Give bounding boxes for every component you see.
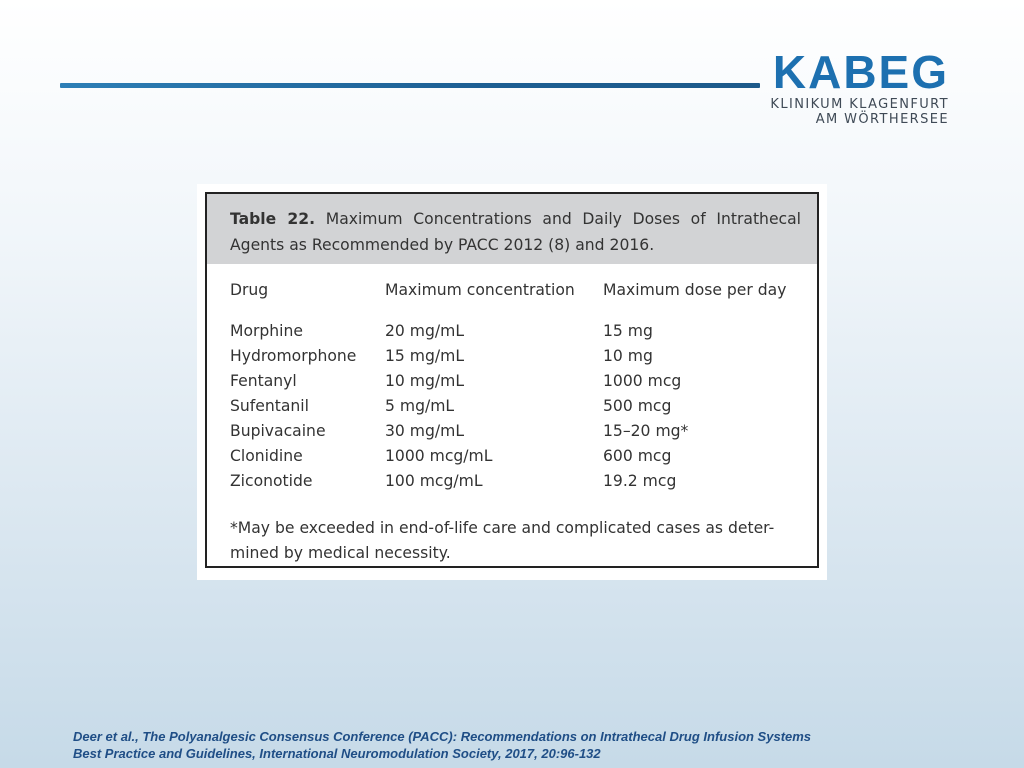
concentration-cell: 100 mcg/mL (385, 472, 483, 490)
drug-cell: Clonidine (230, 447, 303, 465)
drug-cell: Fentanyl (230, 372, 297, 390)
table-row (207, 397, 817, 422)
table-footnote: *May be exceeded in end-of-life care and complicated cases as deter-mined by medical necessity. (230, 519, 775, 562)
citation-line1: Deer et al., The Polyanalgesic Consensus Conference (PACC): Recommendations on Intrathecal Drug Infusion Systems (73, 729, 812, 744)
table-image-frame (197, 184, 827, 580)
dose-cell: 15 mg (603, 322, 653, 340)
dose-cell: 1000 mcg (603, 372, 682, 390)
dose-cell: 600 mcg (603, 447, 672, 465)
header-rule (60, 83, 760, 88)
table-row (207, 422, 817, 447)
logo-subtitle-line1: KLINIKUM KLAGENFURT (770, 97, 949, 112)
table-caption-text: Maximum Concentrations and Daily Doses of Intrathecal Agents as Recommended by PACC 2012 (8) and 2016. (230, 210, 801, 254)
dose-table (205, 192, 819, 568)
drug-cell: Bupivacaine (230, 422, 326, 440)
header-max-dose: Maximum dose per day (603, 281, 787, 299)
concentration-cell: 5 mg/mL (385, 397, 455, 415)
dose-cell: 10 mg (603, 347, 653, 365)
dose-cell: 15–20 mg* (603, 422, 689, 440)
drug-cell: Hydromorphone (230, 347, 357, 365)
table-caption (207, 194, 817, 264)
logo-subtitle-line2: AM WÖRTHERSEE (815, 112, 949, 127)
source-citation (73, 728, 973, 762)
concentration-cell: 1000 mcg/mL (385, 447, 493, 465)
dose-cell: 19.2 mcg (603, 472, 677, 490)
drug-cell: Morphine (230, 322, 303, 340)
concentration-cell: 10 mg/mL (385, 372, 465, 390)
header-drug: Drug (230, 281, 269, 299)
kabeg-logo (770, 46, 949, 127)
citation-line2: Best Practice and Guidelines, International Neuromodulation Society, 2017, 20:96-132 (73, 746, 601, 761)
concentration-cell: 20 mg/mL (385, 322, 465, 340)
drug-cell: Ziconotide (230, 472, 313, 490)
concentration-cell: 15 mg/mL (385, 347, 465, 365)
table-row (207, 347, 817, 372)
table-row (207, 372, 817, 397)
concentration-cell: 30 mg/mL (385, 422, 465, 440)
table-row (207, 322, 817, 347)
table-caption-number: Table 22. (230, 210, 316, 228)
logo-wordmark: KABEG (772, 46, 949, 98)
table-header-row (207, 281, 817, 306)
table-row (207, 447, 817, 472)
header-max-concentration: Maximum concentration (385, 281, 575, 299)
table-row (207, 472, 817, 497)
dose-cell: 500 mcg (603, 397, 672, 415)
drug-cell: Sufentanil (230, 397, 309, 415)
